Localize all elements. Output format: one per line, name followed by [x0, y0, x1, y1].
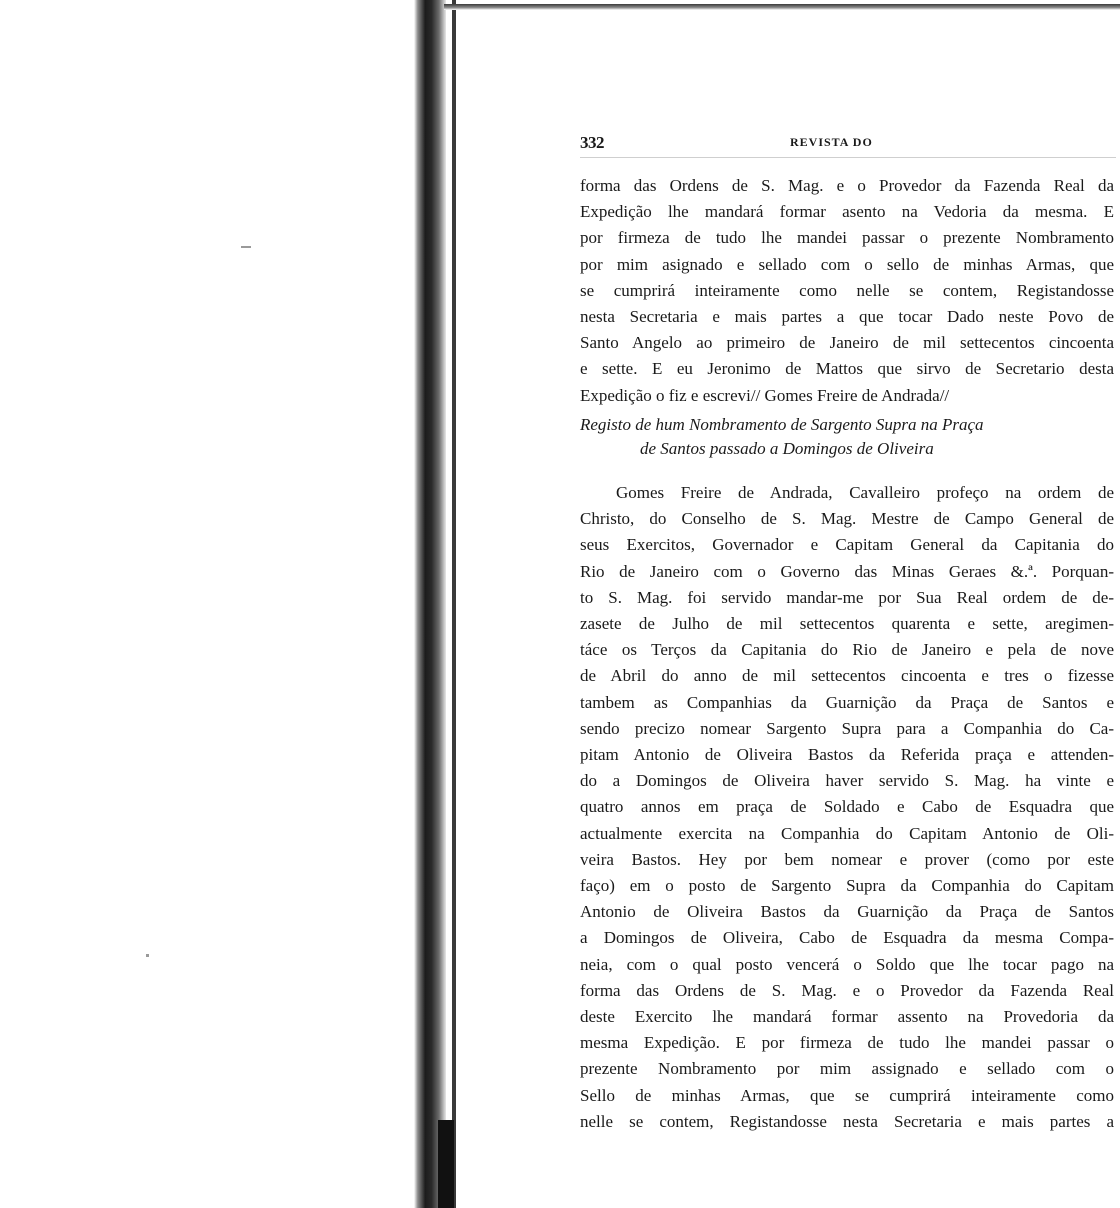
text-line: seus Exercitos, Governador e Capitam General da Capitania do — [580, 535, 1114, 555]
text-line: nesta Secretaria e mais partes a que tocar Dado neste Povo de — [580, 307, 1114, 327]
text-line: Santo Angelo ao primeiro de Janeiro de mil settecentos cincoenta — [580, 333, 1114, 353]
text-line: quatro annos em praça de Soldado e Cabo de Esquadra que — [580, 797, 1114, 817]
text-line: to S. Mag. foi servido mandar-me por Sua Real ordem de de- — [580, 587, 1114, 607]
text-line: Gomes Freire de Andrada, Cavalleiro profeço na ordem de — [616, 483, 1114, 502]
text-line: veira Bastos. Hey por bem nomear e prover (como por este — [580, 849, 1114, 869]
section-heading — [580, 413, 1114, 461]
text-line: zasete de Julho de mil settecentos quarenta e sette, aregimen- — [580, 614, 1114, 634]
text-line: por firmeza de tudo lhe mandei passar o prezente Nombramento — [580, 228, 1114, 248]
page-edge-line — [452, 0, 456, 1208]
text-line: pitam Antonio de Oliveira Bastos da Referida praça e attenden- — [580, 745, 1114, 765]
text-line: sendo precizo nomear Sargento Supra para a Companhia do Ca- — [580, 718, 1114, 738]
text-line: do a Domingos de Oliveira haver servido S. Mag. ha vinte e — [580, 771, 1114, 791]
bottom-spine-shadow — [438, 1120, 454, 1208]
text-line: forma das Ordens de S. Mag. e o Provedor da Fazenda Real da — [580, 176, 1114, 195]
text-line: deste Exercito lhe mandará formar assento na Provedoria da — [580, 1007, 1114, 1027]
page-number: 332 — [580, 133, 604, 152]
scan-speck — [241, 246, 251, 248]
scan-speck — [146, 954, 149, 957]
text-line: tambem as Companhias da Guarnição da Praça de Santos e — [580, 692, 1114, 712]
text-line: faço) em o posto de Sargento Supra da Companhia do Capitam — [580, 876, 1114, 896]
heading-line: de Santos passado a Domingos de Oliveira — [640, 439, 934, 458]
text-line: e sette. E eu Jeronimo de Mattos que sirvo de Secretario desta — [580, 359, 1114, 379]
text-line: nelle se contem, Registandosse nesta Secretaria e mais partes a — [580, 1111, 1114, 1131]
text-line: de Abril do anno de mil settecentos cincoenta e tres o fizesse — [580, 666, 1114, 686]
text-line: a Domingos de Oliveira, Cabo de Esquadra da mesma Compa- — [580, 928, 1114, 948]
text-line: actualmente exercita na Companhia do Capitam Antonio de Oli- — [580, 823, 1114, 843]
running-head — [580, 133, 1116, 158]
book-spine-shadow — [414, 0, 446, 1208]
paragraph-continuation — [580, 173, 1114, 409]
text-line: mesma Expedição. E por firmeza de tudo lhe mandei passar o — [580, 1033, 1114, 1053]
top-page-edge — [444, 4, 1120, 10]
heading-line: Registo de hum Nombramento de Sargento Supra na Praça — [580, 415, 984, 434]
text-line: Expedição o fiz e escrevi// Gomes Freire de Andrada// — [580, 385, 950, 405]
text-line: por mim asignado e sellado com o sello de minhas Armas, que — [580, 254, 1114, 274]
text-line: Expedição lhe mandará formar asento na Vedoria da mesma. E — [580, 202, 1114, 222]
text-line: Antonio de Oliveira Bastos da Guarnição da Praça de Santos — [580, 902, 1114, 922]
text-line: Rio de Janeiro com o Governo das Minas Geraes &.ª. Porquan- — [580, 561, 1114, 581]
text-line: se cumprirá inteiramente como nelle se contem, Registandosse — [580, 280, 1114, 300]
paragraph-body — [580, 480, 1114, 1135]
text-line: neia, com o qual posto vencerá o Soldo que lhe tocar pago na — [580, 954, 1114, 974]
text-line: forma das Ordens de S. Mag. e o Provedor da Fazenda Real — [580, 980, 1114, 1000]
text-line: prezente Nombramento por mim assignado e sellado com o — [580, 1059, 1114, 1079]
text-line: Christo, do Conselho de S. Mag. Mestre de Campo General de — [580, 509, 1114, 529]
running-title: REVISTA DO — [790, 135, 873, 149]
text-line: táce os Terços da Capitania do Rio de Janeiro e pela de nove — [580, 640, 1114, 660]
text-line: Sello de minhas Armas, que se cumprirá inteiramente como — [580, 1085, 1114, 1105]
